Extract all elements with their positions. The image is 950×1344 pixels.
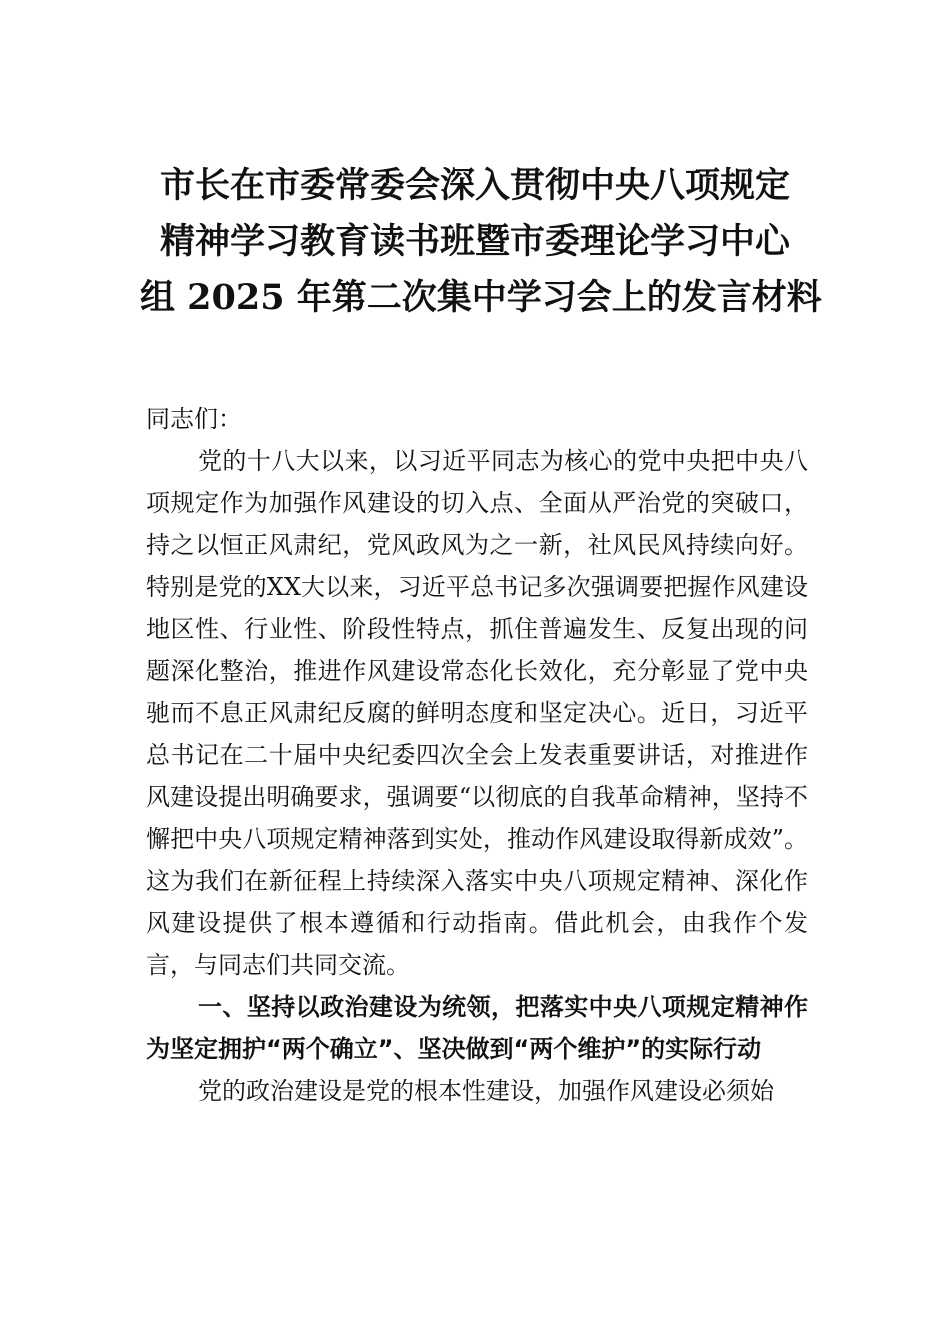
greeting: 同志们： (146, 405, 242, 433)
section-heading-1: 一、坚持以政治建设为统领，把落实中央八项规定精神作为坚定拥护“两个确立”、坚决做到“两个维护”的实际行动 (146, 993, 808, 1063)
document-title (140, 158, 822, 326)
title-line-3: 组 2025 年第二次集中学习会上的发言材料 (140, 277, 822, 318)
title-line-2: 精神学习教育读书班暨市委理论学习中心 (159, 221, 790, 262)
paragraph-intro: 党的十八大以来，以习近平同志为核心的党中央把中央八项规定作为加强作风建设的切入点、全面从严治党的突破口，持之以恒正风肃纪，党风政风为之一新，社风民风持续向好。特别是党的XX大以来，习近平总书记多次强调要把握作风建设地区性、行业性、阶段性特点，抓住普遍发生、反复出现的问题深化整治，推进作风建设常态化长效化，充分彰显了党中央驰而不息正风肃纪反腐的鲜明态度和坚定决心。近日，习近平总书记在二十届中央纪委四次全会上发表重要讲话，对推进作风建设提出明确要求，强调要“以彻底的自我革命精神，坚持不懈把中央八项规定精神落到实处，推动作风建设取得新成效”。这为我们在新征程上持续深入落实中央八项规定精神、深化作风建设提供了根本遵循和行动指南。借此机会，由我作个发言，与同志们共同交流。 (146, 447, 808, 979)
title-line-1: 市长在市委常委会深入贯彻中央八项规定 (159, 165, 790, 206)
paragraph-section-1: 党的政治建设是党的根本性建设，加强作风建设必须始 (198, 1077, 774, 1105)
document-body (146, 398, 808, 1112)
